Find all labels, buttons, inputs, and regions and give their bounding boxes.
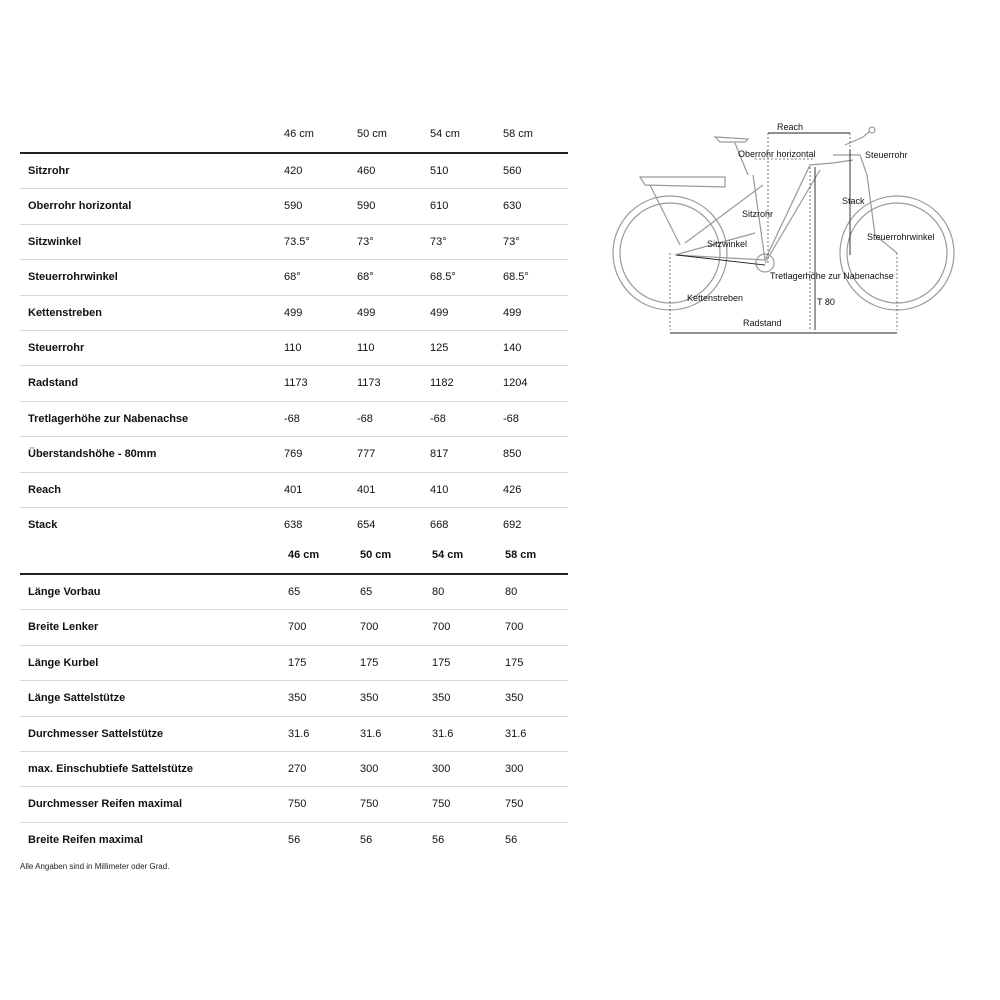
label-stack: Stack xyxy=(842,196,865,206)
cell-value: 460 xyxy=(357,165,376,177)
cell-value: 401 xyxy=(357,483,376,496)
size-header-54: 54 cm xyxy=(430,128,460,140)
geometry-table xyxy=(20,118,568,542)
table-row xyxy=(20,681,568,716)
table-row xyxy=(20,437,568,472)
row-label: Stack xyxy=(28,518,58,531)
cell-value: 125 xyxy=(430,341,449,354)
cell-value: -68 xyxy=(357,412,373,425)
cell-value: 56 xyxy=(432,833,445,846)
cell-value: 817 xyxy=(430,448,449,461)
cell-value: 750 xyxy=(360,798,379,811)
cell-value: 80 xyxy=(432,586,445,598)
bike-geometry-diagram xyxy=(605,115,975,340)
components-table-body xyxy=(20,575,568,857)
cell-value: -68 xyxy=(284,412,300,425)
geometry-table-header xyxy=(20,118,568,154)
row-label: max. Einschubtiefe Sattelstütze xyxy=(28,762,194,775)
row-label: Durchmesser Reifen maximal xyxy=(28,798,183,811)
label-steuerrohrwinkel: Steuerrohrwinkel xyxy=(867,232,935,242)
footnote: Alle Angaben sind in Millimeter oder Grad. xyxy=(20,862,170,871)
cell-value: 110 xyxy=(284,341,302,354)
cell-value: 499 xyxy=(284,306,303,319)
cell-value: 700 xyxy=(432,621,451,634)
label-radstand: Radstand xyxy=(743,318,782,328)
cell-value: -68 xyxy=(430,412,446,425)
size-header-50: 50 cm xyxy=(360,549,392,561)
row-label: Überstandshöhe - 80mm xyxy=(28,448,157,461)
cell-value: 668 xyxy=(430,518,449,531)
cell-value: 140 xyxy=(503,341,522,354)
row-label: Reach xyxy=(28,483,62,496)
row-label: Oberrohr horizontal xyxy=(28,200,132,213)
cell-value: 300 xyxy=(505,762,524,775)
cell-value: 175 xyxy=(432,656,451,669)
components-table-header xyxy=(20,539,568,575)
cell-value: 73° xyxy=(357,235,374,248)
cell-value: 80 xyxy=(505,586,518,598)
cell-value: 31.6 xyxy=(432,727,454,740)
table-row xyxy=(20,260,568,295)
cell-value: 510 xyxy=(430,165,449,177)
label-steuerrohr: Steuerrohr xyxy=(865,150,908,160)
table-row xyxy=(20,402,568,437)
cell-value: 700 xyxy=(360,621,379,634)
geometry-table-body xyxy=(20,154,568,542)
table-row xyxy=(20,823,568,857)
cell-value: 350 xyxy=(505,692,524,705)
cell-value: 350 xyxy=(360,692,379,705)
cell-value: 350 xyxy=(432,692,451,705)
cell-value: 560 xyxy=(503,165,522,177)
table-row xyxy=(20,575,568,610)
cell-value: 750 xyxy=(505,798,524,811)
cell-value: 68.5° xyxy=(503,271,529,284)
label-sitzrohr: Sitzrohr xyxy=(742,209,774,219)
cell-value: 769 xyxy=(284,448,303,461)
size-header-46: 46 cm xyxy=(284,128,314,140)
row-label: Steuerrohrwinkel xyxy=(28,271,118,284)
cell-value: -68 xyxy=(503,412,519,425)
table-row xyxy=(20,331,568,366)
cell-value: 31.6 xyxy=(360,727,382,740)
label-sitzwinkel: Sitzwinkel xyxy=(707,239,748,249)
rack xyxy=(640,177,725,187)
cell-value: 610 xyxy=(430,200,449,213)
cell-value: 68.5° xyxy=(430,271,456,284)
cell-value: 1173 xyxy=(284,377,308,390)
cell-value: 110 xyxy=(357,341,375,354)
table-row xyxy=(20,473,568,508)
cell-value: 750 xyxy=(288,798,307,811)
cell-value: 410 xyxy=(430,483,449,496)
cell-value: 590 xyxy=(357,200,376,213)
saddle xyxy=(715,137,748,142)
cell-value: 68° xyxy=(284,271,301,284)
cell-value: 31.6 xyxy=(505,727,527,740)
row-label: Breite Lenker xyxy=(28,621,99,634)
table-row xyxy=(20,752,568,787)
row-label: Länge Vorbau xyxy=(28,586,101,598)
row-label: Länge Kurbel xyxy=(28,656,99,669)
row-label: Tretlagerhöhe zur Nabenachse xyxy=(28,412,189,425)
cell-value: 73° xyxy=(503,235,520,248)
table-row xyxy=(20,508,568,542)
row-label: Breite Reifen maximal xyxy=(28,833,143,846)
cell-value: 638 xyxy=(284,518,303,531)
cell-value: 1173 xyxy=(357,377,381,390)
cell-value: 68° xyxy=(357,271,374,284)
cell-value: 426 xyxy=(503,483,522,496)
cell-value: 630 xyxy=(503,200,522,213)
cell-value: 850 xyxy=(503,448,522,461)
cell-value: 590 xyxy=(284,200,303,213)
down-tube xyxy=(765,170,820,263)
size-header-58: 58 cm xyxy=(505,549,537,561)
cell-value: 700 xyxy=(288,621,307,634)
row-label: Sitzrohr xyxy=(28,165,70,177)
cell-value: 700 xyxy=(505,621,524,634)
table-row xyxy=(20,154,568,189)
label-kettenstreben: Kettenstreben xyxy=(687,293,744,303)
table-row xyxy=(20,787,568,822)
label-oberrohr: Oberrohr horizontal xyxy=(738,149,816,159)
cell-value: 750 xyxy=(432,798,451,811)
table-row xyxy=(20,189,568,224)
cell-value: 300 xyxy=(432,762,451,775)
cell-value: 350 xyxy=(288,692,307,705)
handlebar xyxy=(869,127,875,133)
components-table xyxy=(20,539,568,857)
size-header-50: 50 cm xyxy=(357,128,387,140)
label-reach: Reach xyxy=(777,122,804,132)
cell-value: 56 xyxy=(288,833,301,846)
row-label: Durchmesser Sattelstütze xyxy=(28,727,164,740)
rack-strut xyxy=(650,185,680,245)
cell-value: 73.5° xyxy=(284,235,310,248)
cell-value: 777 xyxy=(357,448,376,461)
size-header-54: 54 cm xyxy=(432,549,464,561)
cell-value: 499 xyxy=(430,306,449,319)
table-row xyxy=(20,296,568,331)
label-tretlager: Tretlagerhöhe zur Nabenachse xyxy=(770,271,894,281)
cell-value: 401 xyxy=(284,483,303,496)
cell-value: 499 xyxy=(503,306,522,319)
cell-value: 73° xyxy=(430,235,447,248)
row-label: Steuerrohr xyxy=(28,341,85,354)
table-row xyxy=(20,366,568,401)
cell-value: 270 xyxy=(288,762,307,775)
cell-value: 654 xyxy=(357,518,376,531)
cell-value: 175 xyxy=(360,656,379,669)
cell-value: 499 xyxy=(357,306,376,319)
row-label: Kettenstreben xyxy=(28,306,102,319)
table-row xyxy=(20,646,568,681)
cell-value: 175 xyxy=(505,656,524,669)
row-label: Radstand xyxy=(28,377,79,390)
cell-value: 31.6 xyxy=(288,727,310,740)
table-row xyxy=(20,225,568,260)
cell-value: 300 xyxy=(360,762,379,775)
cell-value: 65 xyxy=(360,586,373,598)
cell-value: 56 xyxy=(505,833,518,846)
cell-value: 1182 xyxy=(430,377,454,390)
cell-value: 1204 xyxy=(503,377,528,390)
seat-post xyxy=(735,143,748,175)
label-t80: T 80 xyxy=(817,297,835,307)
cell-value: 56 xyxy=(360,833,373,846)
table-row xyxy=(20,717,568,752)
row-label: Länge Sattelstütze xyxy=(28,692,126,705)
table-row xyxy=(20,610,568,645)
cell-value: 175 xyxy=(288,656,307,669)
cell-value: 420 xyxy=(284,165,303,177)
cell-value: 65 xyxy=(288,586,301,598)
row-label: Sitzwinkel xyxy=(28,235,82,248)
cell-value: 692 xyxy=(503,518,522,531)
size-header-58: 58 cm xyxy=(503,128,533,140)
size-header-46: 46 cm xyxy=(288,549,320,561)
